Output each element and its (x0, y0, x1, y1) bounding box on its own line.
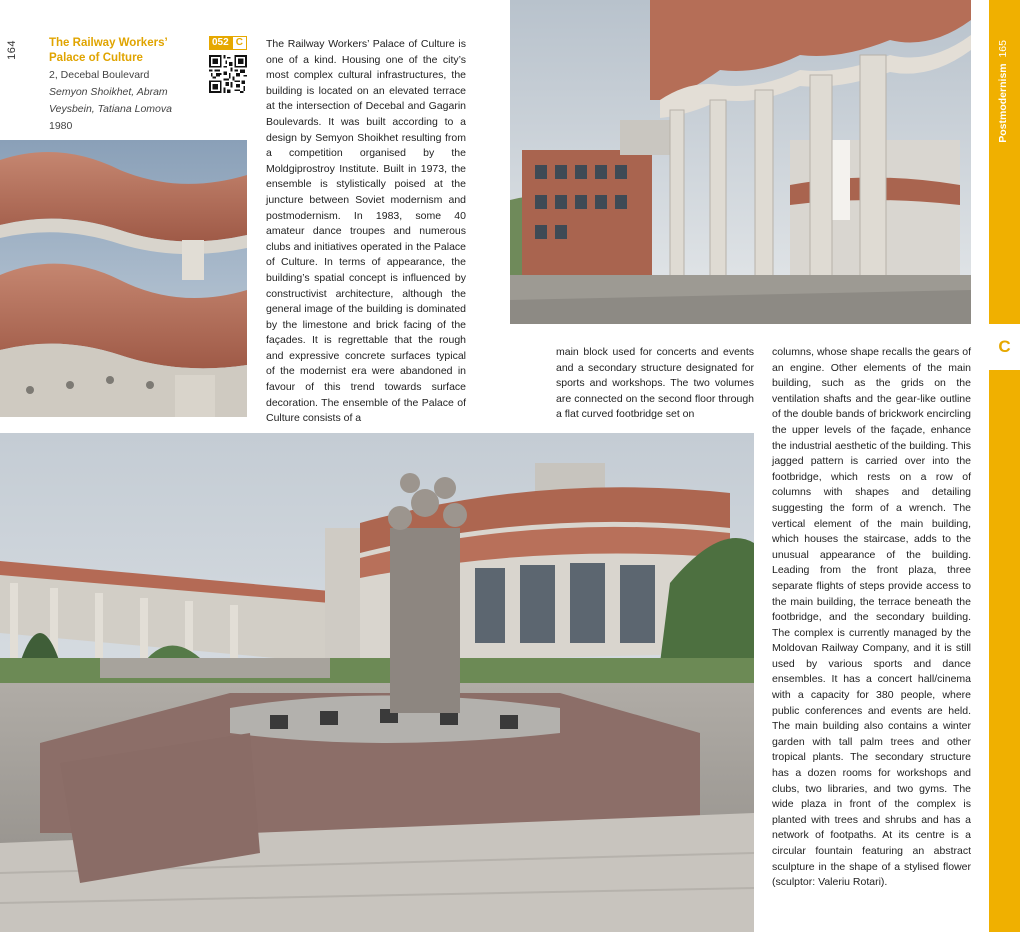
body-text-column-2: main block used for concerts and events and a secondary structure designated for sports and workshops. The two volumes are connected on the second floor through a flat curved footbridge set on (556, 346, 754, 421)
entry-title: The Railway Workers’ Palace of Culture (49, 37, 168, 64)
entry-address: 2, Decebal Boulevard (49, 69, 150, 81)
qr-code-icon[interactable] (209, 55, 247, 93)
entry-architects: Semyon Shoikhet, Abram Veysbein, Tatiana Lomova (49, 86, 172, 115)
page-number-left: 164 (6, 40, 18, 60)
entry-letter: C (232, 36, 247, 50)
section-name: Postmodernism (997, 63, 1009, 143)
photo-building-columns (510, 0, 971, 324)
photo-facade-detail (0, 140, 247, 417)
section-label (997, 40, 1013, 143)
page-number-right: 165 (997, 40, 1009, 58)
entry-meta (49, 67, 204, 135)
photo-plaza-fountain (0, 433, 754, 932)
body-text-column-3: columns, whose shape recalls the gears of an engine. Other elements of the main building, such as the grids on the ventilation shafts and the gear-like outline of the double bands of brickwork encircling the upper levels of the façade, enhance the industrial aesthetic of the building. This jagged pattern is carried over into the footbridge, which rests on a row of columns with shapes and detailing suggesting the form of a wrench. The vertical element of the main building, which houses the staircase, adds to the unusual appearance of the building. Leading from the front plaza, three separate flights of steps provide access to the main building, the terrace beneath the footbridge, and the secondary building. The complex is currently managed by the Moldovan Railway Company, and it is still used by various sports and dance ensembles. It has a concert hall/cinema with a capacity for 380 people, where public conferences and events are held. The main building also contains a winter garden with tall palm trees and other tropical plants. The secondary structure has a dozen rooms for workshops and clubs, two libraries, and two gyms. The wide plaza in front of the complex is planted with trees and shrubs and has a network of footpaths. At its centre is a circular fountain featuring an abstract sculpture in the shape of a stylised flower (sculptor: Valeriu Rotari). (772, 346, 971, 889)
entry-year: 1980 (49, 120, 73, 132)
entry-header (49, 36, 204, 135)
body-text-column-1: The Railway Workers’ Palace of Culture is one of a kind. Housing one of the city’s most complex cultural infrastructures, the building is located on an elevated terrace at the intersection of Decebal and Gagarin Boulevards. It was built according to a design by Semyon Shoikhet resulting from a competition organised by the Moldgiprostroy Institute. Built in 1973, the ensemble is stylistically poised at the juncture between Soviet modernism and postmodernism. In 1983, some 40 amateur dance troupes and numerous clubs and initiatives operated in the Palace of Culture. In terms of appearance, the building’s spatial concept is influenced by constructivist architecture, although the general image of the building is dominated by the limestone and brick facing of the façades. It is regrettable that the rough and expressive concrete surfaces typical of the modernist era were abandoned in favour of this trend towards surface decoration. The ensemble of the Palace of Culture consists of a (266, 38, 466, 425)
entry-number: 052 (209, 36, 232, 50)
section-letter: C (998, 337, 1011, 356)
entry-badge (209, 36, 247, 50)
